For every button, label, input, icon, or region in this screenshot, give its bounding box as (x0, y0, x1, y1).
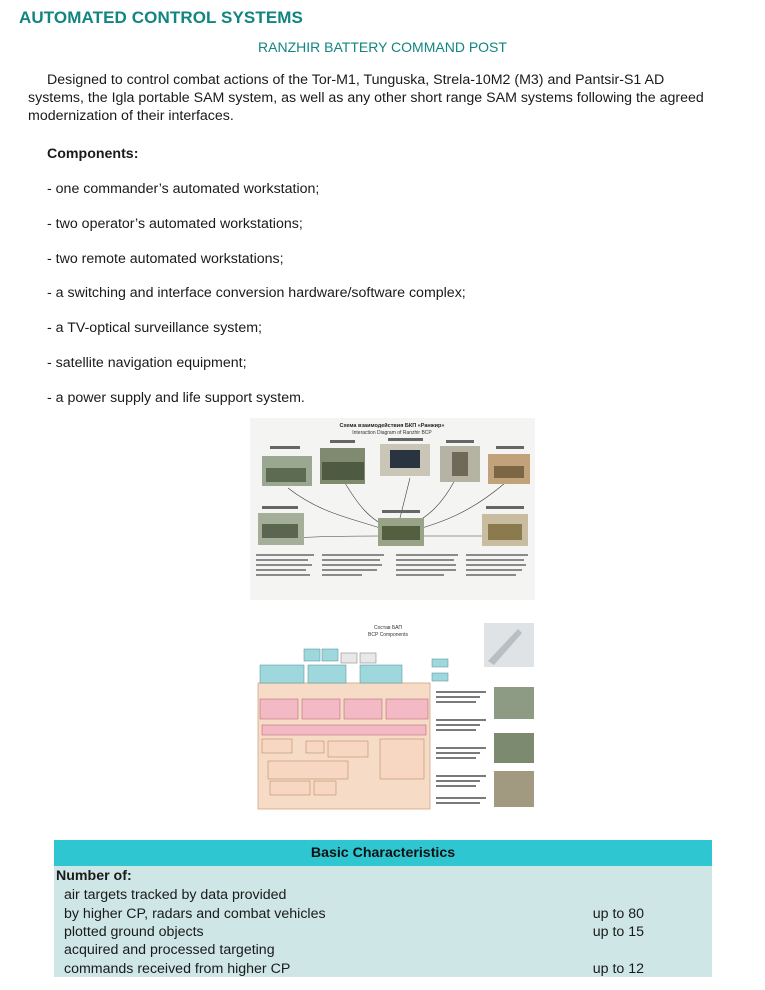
list-item: - one commander’s automated workstation; (47, 181, 320, 197)
interaction-diagram-figure (250, 418, 535, 600)
table-group-label: Number of: (56, 868, 132, 884)
figure2-title-ru: Состав БАП (374, 625, 402, 631)
workstation-boxes (260, 699, 428, 719)
intro-paragraph: Designed to control combat actions of the Tor-M1, Tunguska, Strela-10M2 (M3) and Pantsir-S1 AD systems, the Igla portable SAM system, as well as any other short range SAM systems following the agreed modernization of their interfaces. (28, 72, 704, 124)
characteristics-table (54, 840, 712, 977)
top-boxes (260, 649, 402, 683)
interaction-diagram-svg (250, 418, 535, 600)
list-item: - satellite navigation equipment; (47, 354, 247, 371)
body-text-columns (256, 554, 528, 576)
list-item: - two operator’s automated workstations; (47, 215, 303, 232)
row-label-line2: by higher CP, radars and combat vehicles (64, 906, 326, 922)
row-label-line1: air targets tracked by data provided (64, 887, 287, 903)
table-row (64, 923, 704, 942)
list-item: - two remote automated workstations; (47, 250, 284, 267)
right-photos (484, 623, 534, 807)
figure1-title-ru: Схема взаимодействия БКП «Ранжир» (339, 423, 445, 429)
row-value: up to 15 (592, 924, 644, 940)
bcp-components-svg (256, 621, 536, 813)
row-label-line2: commands received from higher CP (64, 961, 291, 977)
row-label-line1: plotted ground objects (64, 924, 204, 940)
row-value: up to 80 (592, 906, 644, 922)
row-value: up to 12 (592, 961, 644, 977)
switching-bar (262, 725, 426, 735)
bcp-components-figure (256, 621, 536, 813)
components-list (47, 180, 466, 424)
table-heading: Basic Characteristics (54, 840, 712, 866)
section-title: AUTOMATED CONTROL SYSTEMS (19, 8, 303, 27)
figure1-title-en: Interaction Diagram of Ranzhir BCP (352, 430, 432, 436)
table-row (64, 941, 704, 979)
table-row (64, 886, 704, 924)
list-item: - a power supply and life support system. (47, 389, 305, 406)
list-item: - a TV-optical surveillance system; (47, 320, 262, 337)
vehicle-photos (258, 444, 530, 546)
figure2-title-en: BCP Components (368, 632, 408, 638)
components-heading: Components: (47, 146, 139, 162)
document-subtitle: RANZHIR BATTERY COMMAND POST (258, 39, 507, 55)
row-label-line1: acquired and processed targeting (64, 942, 275, 958)
list-item: - a switching and interface conversion hardware/software complex; (47, 285, 466, 302)
